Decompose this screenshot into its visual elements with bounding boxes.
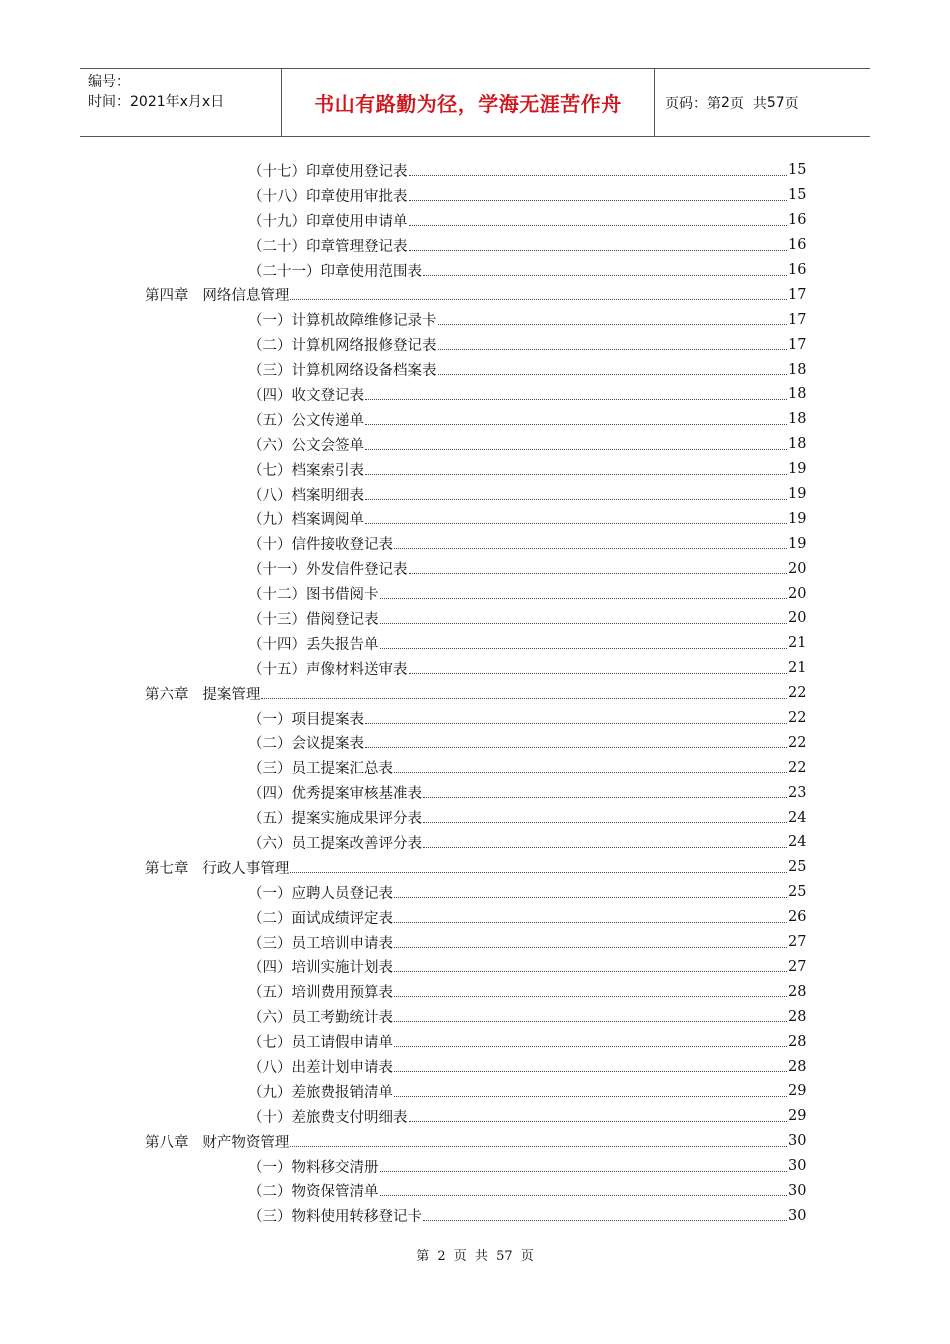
toc-entry-title: 声像材料送审表	[306, 661, 408, 678]
toc-entry-title: 印章使用审批表	[306, 188, 408, 205]
toc-entry[interactable]	[0, 183, 950, 208]
toc-entry-leader	[409, 200, 788, 201]
toc-entry-page: 15	[788, 162, 807, 179]
toc-entry-title: 应聘人员登记表	[291, 885, 393, 902]
toc-entry-title: 财产物资管理	[202, 1134, 290, 1151]
footer-page-number: 2	[437, 1249, 446, 1264]
toc-entry-title: 图书借阅卡	[306, 587, 379, 604]
toc-entry-title: 印章使用登记表	[306, 163, 408, 180]
toc-entry[interactable]	[0, 357, 950, 382]
toc-entry-number: （七）	[248, 1035, 292, 1052]
header-page-suffix: 页	[784, 95, 799, 112]
toc-entry-page: 29	[788, 1108, 807, 1125]
toc-entry-page: 22	[788, 759, 807, 776]
toc-entry-title: 借阅登记表	[306, 611, 379, 628]
toc-entry[interactable]	[0, 307, 950, 332]
toc-entry-number: （八）	[248, 487, 292, 504]
toc-entry-number: （二十一）	[248, 263, 321, 280]
toc-entry-number: （十三）	[248, 611, 306, 628]
toc-entry-page: 20	[788, 560, 807, 577]
toc-entry-page: 18	[788, 386, 807, 403]
toc-entry-title: 档案明细表	[291, 487, 364, 504]
toc-entry-title: 公文会签单	[291, 437, 364, 454]
toc-entry[interactable]	[0, 506, 950, 531]
toc-entry-number: （十）	[248, 1109, 292, 1126]
header-slogan: 书山有路勤为径，学海无涯苦作舟	[282, 69, 655, 136]
toc-entry-number: （八）	[248, 1060, 292, 1076]
toc-entry-leader	[365, 499, 787, 500]
toc-entry-number: （三）	[248, 935, 292, 952]
toc-entry-page: 19	[788, 510, 807, 527]
toc-entry-page: 18	[788, 361, 807, 378]
toc-entry-page: 20	[788, 585, 807, 602]
toc-entry-title: 出差计划申请表	[291, 1060, 393, 1076]
toc-entry-page: 27	[788, 958, 807, 975]
toc-entry-page: 28	[788, 1008, 807, 1025]
toc-entry[interactable]	[0, 1104, 950, 1129]
toc-entry-number: （六）	[248, 437, 292, 454]
toc-entry-page: 18	[788, 436, 807, 453]
page-footer	[0, 1245, 950, 1264]
toc-entry[interactable]	[0, 1004, 950, 1029]
toc-entry[interactable]	[0, 979, 950, 1004]
toc-entry-title: 物料移交清册	[291, 1159, 379, 1176]
toc-entry[interactable]	[0, 556, 950, 581]
toc-entry[interactable]	[0, 158, 950, 183]
toc-entry-page: 17	[788, 311, 807, 328]
toc-entry-page: 29	[788, 1083, 807, 1100]
toc-entry-leader	[365, 449, 787, 450]
toc-entry[interactable]	[0, 706, 950, 731]
toc-entry-page: 24	[788, 834, 807, 851]
toc-entry-leader	[394, 1071, 787, 1072]
toc-entry[interactable]	[0, 531, 950, 556]
toc-entry-page: 28	[788, 1058, 807, 1075]
toc-entry-number: （十八）	[248, 188, 306, 205]
toc-entry-title: 培训实施计划表	[291, 960, 393, 977]
toc-entry-title: 培训费用预算表	[291, 985, 393, 1002]
toc-entry-leader	[380, 1195, 788, 1196]
toc-entry[interactable]	[0, 880, 950, 905]
header-meta	[80, 69, 282, 136]
toc-entry-title: 印章使用申请单	[306, 213, 408, 230]
toc-entry-page: 25	[788, 884, 807, 901]
toc-entry[interactable]	[0, 332, 950, 357]
header-page-number: 2	[721, 94, 730, 111]
toc-entry-number: （二）	[248, 736, 292, 753]
toc-entry-title: 会议提案表	[291, 736, 364, 753]
toc-entry-page: 30	[788, 1158, 807, 1175]
toc-entry-page: 19	[788, 461, 807, 478]
toc-entry-title: 印章使用范围表	[320, 263, 422, 280]
toc-entry[interactable]	[0, 1203, 950, 1228]
toc-entry-title: 面试成绩评定表	[291, 910, 393, 927]
toc-entry-page: 16	[788, 262, 807, 278]
toc-entry-title: 丢失报告单	[306, 636, 379, 653]
document-number-label: 编号：	[88, 74, 130, 90]
toc-entry-title: 公文传递单	[291, 412, 364, 429]
toc-entry[interactable]	[0, 631, 950, 656]
toc-entry-leader	[394, 996, 787, 997]
toc-entry-leader	[409, 175, 788, 176]
toc-entry-leader	[290, 299, 787, 300]
toc-entry-leader	[261, 698, 787, 699]
toc-entry[interactable]	[0, 830, 950, 855]
toc-entry-page: 20	[788, 610, 807, 627]
toc-entry[interactable]	[0, 1179, 950, 1204]
toc-entry-number: （十七）	[248, 163, 306, 180]
toc-entry-number: 第七章	[145, 860, 203, 877]
toc-entry[interactable]	[0, 1154, 950, 1179]
toc-entry-number: （十一）	[248, 562, 306, 579]
toc-entry-title: 员工考勤统计表	[291, 1010, 393, 1027]
toc-entry-number: （四）	[248, 387, 292, 404]
toc-entry-number: （十二）	[248, 587, 306, 604]
toc-entry[interactable]	[0, 258, 950, 283]
toc-entry[interactable]	[0, 755, 950, 780]
toc-entry-number: （九）	[248, 1084, 292, 1101]
toc-entry-number: （三）	[248, 363, 292, 380]
toc-entry-leader	[290, 1146, 787, 1147]
toc-entry-number: （六）	[248, 1010, 292, 1027]
toc-entry-number: （七）	[248, 462, 292, 479]
header-page-prefix: 页码：第	[665, 95, 721, 112]
toc-entry-page: 17	[788, 336, 807, 353]
toc-entry-title: 员工提案改善评分表	[291, 835, 422, 852]
toc-entry-leader	[438, 374, 788, 375]
toc-entry-title: 物资保管清单	[291, 1184, 379, 1201]
toc-entry-number: （六）	[248, 835, 292, 852]
toc-entry[interactable]	[0, 407, 950, 432]
document-time-label: 时间：2021年x月x日	[88, 94, 225, 110]
toc-entry-number: （四）	[248, 786, 292, 803]
toc-entry-number: （十）	[248, 537, 292, 554]
toc-entry-number: （一）	[248, 885, 292, 902]
toc-entry-number: （十九）	[248, 213, 306, 230]
toc-entry[interactable]	[0, 905, 950, 930]
toc-entry-number: （十四）	[248, 636, 306, 653]
toc-entry[interactable]	[0, 208, 950, 233]
toc-entry-page: 30	[788, 1133, 807, 1150]
toc-entry[interactable]	[0, 1079, 950, 1104]
toc-entry-number: （二）	[248, 1184, 292, 1201]
toc-entry-page: 28	[788, 983, 807, 1000]
toc-entry-leader	[380, 598, 788, 599]
toc-entry-title: 物料使用转移登记卡	[291, 1209, 422, 1226]
toc-entry-page: 19	[788, 486, 807, 503]
toc-entry-title: 差旅费报销清单	[291, 1084, 393, 1101]
toc-entry-leader	[394, 1021, 787, 1022]
toc-entry-leader	[409, 673, 788, 674]
toc-entry-leader	[365, 523, 787, 524]
toc-entry-leader	[394, 971, 787, 972]
toc-entry-title: 行政人事管理	[202, 860, 290, 877]
toc-entry-leader	[438, 324, 788, 325]
toc-entry[interactable]	[0, 482, 950, 507]
toc-entry-page: 16	[788, 237, 807, 254]
toc-entry-leader	[394, 897, 787, 898]
toc-entry[interactable]	[0, 805, 950, 830]
toc-entry-number: （一）	[248, 1159, 292, 1176]
toc-entry-number: （二）	[248, 910, 292, 927]
toc-entry-number: （二）	[248, 338, 292, 355]
toc-entry-number: 第六章	[145, 686, 203, 703]
toc-entry-leader	[365, 723, 787, 724]
toc-entry-page: 15	[788, 187, 807, 204]
toc-entry-leader	[394, 1096, 787, 1097]
toc-entry[interactable]	[0, 233, 950, 258]
toc-entry[interactable]	[0, 1054, 950, 1079]
toc-entry-number: （五）	[248, 985, 292, 1002]
toc-entry-leader	[438, 349, 788, 350]
toc-entry-title: 优秀提案审核基准表	[291, 786, 422, 803]
toc-entry-page: 25	[788, 859, 807, 876]
toc-entry-leader	[409, 250, 788, 251]
toc-entry-leader	[365, 747, 787, 748]
toc-entry-number: 第八章	[145, 1134, 203, 1151]
toc-entry-leader	[409, 1121, 788, 1122]
toc-entry[interactable]	[0, 930, 950, 955]
toc-entry-title: 档案索引表	[291, 462, 364, 479]
toc-entry[interactable]	[0, 457, 950, 482]
toc-entry-page: 17	[788, 286, 807, 303]
toc-chapter-entry[interactable]	[0, 681, 950, 706]
toc-entry-title: 档案调阅单	[291, 512, 364, 529]
toc-entry-page: 16	[788, 212, 807, 229]
toc-entry[interactable]	[0, 1029, 950, 1054]
toc-entry-leader	[394, 1046, 787, 1047]
footer-prefix: 第	[416, 1249, 430, 1264]
header-page-info	[655, 69, 870, 136]
toc-entry-number: 第四章	[145, 288, 203, 305]
toc-entry-number: （二十）	[248, 238, 306, 255]
toc-entry-leader	[365, 474, 787, 475]
toc-chapter-entry[interactable]	[0, 1129, 950, 1154]
toc-entry-page: 27	[788, 934, 807, 951]
toc-entry-leader	[423, 1220, 787, 1221]
toc-entry-title: 差旅费支付明细表	[291, 1109, 408, 1126]
toc-entry-page: 23	[788, 784, 807, 801]
toc-entry-page: 28	[788, 1033, 807, 1050]
toc-entry-leader	[394, 548, 787, 549]
toc-entry-leader	[290, 872, 787, 873]
toc-entry-number: （四）	[248, 960, 292, 977]
toc-entry-page: 21	[788, 660, 807, 677]
toc-entry-leader	[423, 797, 787, 798]
toc-entry[interactable]	[0, 730, 950, 755]
toc-entry-page: 19	[788, 535, 807, 552]
toc-entry-number: （一）	[248, 313, 292, 330]
toc-entry-title: 收文登记表	[291, 387, 364, 404]
toc-entry-title: 计算机网络设备档案表	[291, 363, 437, 380]
toc-entry-page: 18	[788, 411, 807, 428]
toc-entry[interactable]	[0, 606, 950, 631]
toc-entry-title: 员工提案汇总表	[291, 761, 393, 778]
toc-entry-leader	[409, 573, 788, 574]
toc-entry-leader	[365, 399, 787, 400]
toc-entry-page: 22	[788, 734, 807, 751]
toc-entry-leader	[394, 922, 787, 923]
toc-entry-title: 员工请假申请单	[291, 1035, 393, 1052]
toc-entry[interactable]	[0, 955, 950, 980]
toc-entry-number: （九）	[248, 512, 292, 529]
toc-entry-title: 信件接收登记表	[291, 537, 393, 554]
toc-entry-leader	[394, 772, 787, 773]
toc-entry-number: （三）	[248, 1209, 292, 1226]
header-page-total: 57	[766, 94, 785, 111]
toc-entry-number: （十五）	[248, 661, 306, 678]
toc-entry[interactable]	[0, 581, 950, 606]
header-page-mid: 页 共	[729, 95, 767, 112]
footer-suffix: 页	[520, 1249, 534, 1264]
toc-entry-number: （五）	[248, 811, 292, 828]
toc-entry-title: 提案管理	[202, 686, 261, 703]
toc-entry-number: （五）	[248, 412, 292, 429]
toc-entry-leader	[423, 822, 787, 823]
toc-entry-number: （三）	[248, 761, 292, 778]
toc-entry-title: 提案实施成果评分表	[291, 811, 422, 828]
toc-entry-page: 26	[788, 909, 807, 926]
toc-entry-title: 计算机故障维修记录卡	[291, 313, 437, 330]
toc-chapter-entry[interactable]	[0, 855, 950, 880]
toc-entry[interactable]	[0, 656, 950, 681]
toc-entry-number: （一）	[248, 711, 292, 728]
toc-entry-title: 计算机网络报修登记表	[291, 338, 437, 355]
toc-entry-page: 30	[788, 1182, 807, 1199]
toc-entry-leader	[409, 225, 788, 226]
toc-entry-leader	[380, 648, 788, 649]
toc-entry-title: 网络信息管理	[202, 288, 290, 305]
toc-entry-leader	[423, 275, 787, 276]
toc-entry-leader	[380, 623, 788, 624]
toc-entry-title: 项目提案表	[291, 711, 364, 728]
page-header	[80, 68, 870, 137]
footer-mid: 页 共	[453, 1249, 488, 1264]
toc-entry[interactable]	[0, 780, 950, 805]
toc-entry-page: 30	[788, 1207, 807, 1224]
toc-entry-page: 22	[788, 710, 807, 727]
toc-entry-title: 印章管理登记表	[306, 238, 408, 255]
toc-entry-leader	[394, 947, 787, 948]
toc-entry-title: 员工培训申请表	[291, 935, 393, 952]
toc-entry-leader	[380, 1171, 788, 1172]
toc-entry-page: 24	[788, 809, 807, 826]
toc-chapter-entry[interactable]	[0, 282, 950, 307]
toc-entry-leader	[423, 847, 787, 848]
table-of-contents	[0, 158, 950, 1228]
toc-entry[interactable]	[0, 382, 950, 407]
toc-entry-page: 21	[788, 635, 807, 652]
toc-entry-leader	[365, 424, 787, 425]
toc-entry[interactable]	[0, 432, 950, 457]
footer-page-total: 57	[496, 1249, 513, 1264]
toc-entry-title: 外发信件登记表	[306, 562, 408, 579]
toc-entry-page: 22	[788, 685, 807, 702]
